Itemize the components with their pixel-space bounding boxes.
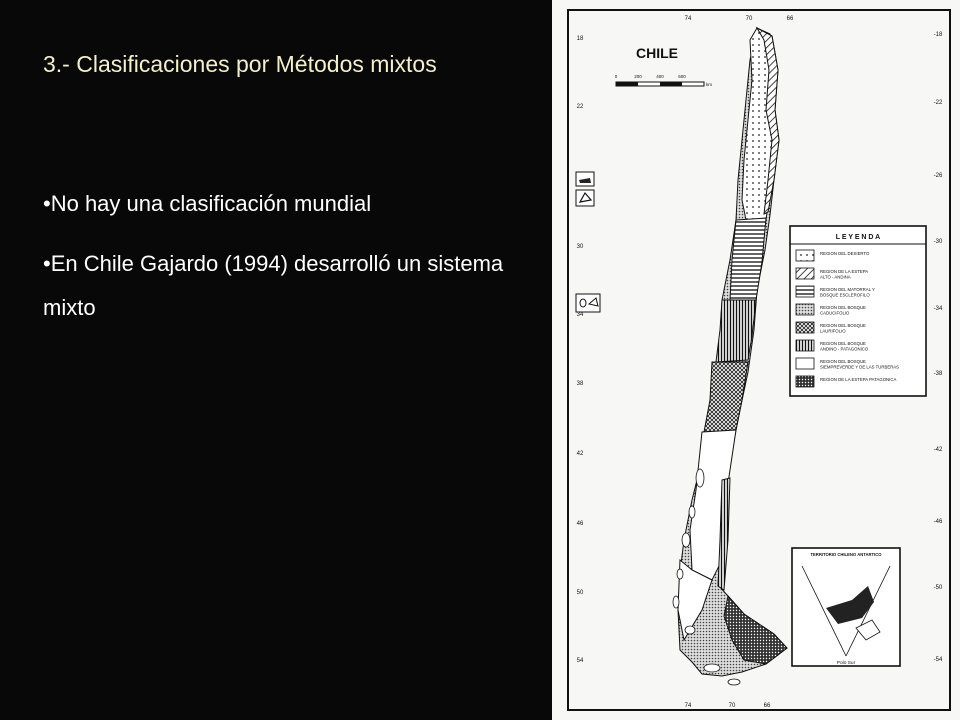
vegetation-map-image [552, 0, 960, 720]
legend-label: REGION DEL MATORRAL Y [820, 287, 875, 292]
legend-swatch [796, 250, 814, 261]
latitude-label: 30 [576, 244, 584, 250]
legend-label: REGION DEL BOSQUE [820, 323, 866, 328]
latitude-label: -42 [933, 447, 943, 453]
latitude-label: -18 [933, 32, 943, 38]
latitude-label: -22 [933, 100, 943, 106]
scale-label: 600 [678, 74, 686, 79]
latitude-label: 54 [576, 658, 584, 664]
legend-label: REGION DE LA ESTEPA [820, 269, 869, 274]
slide-title: 3.- Clasificaciones por Métodos mixtos [43, 51, 437, 77]
scale-label: 400 [656, 74, 664, 79]
legend-label: REGION DEL BOSQUE [820, 341, 866, 346]
legend-label: ALTO - ANDINA [820, 274, 851, 280]
legend-label: SIEMPREVERDE Y DE LAS TURBERAS [820, 364, 900, 370]
chile-territory-shape [678, 28, 787, 676]
legend-label: CADUCIFOLIO [820, 310, 850, 316]
legend-swatch [796, 322, 814, 333]
longitude-label: 74 [684, 16, 692, 22]
legend-swatch [796, 304, 814, 315]
longitude-label: 66 [786, 16, 794, 22]
scale-label: km [706, 82, 712, 87]
longitude-label: 66 [763, 703, 771, 709]
bullet-dot: • [43, 251, 51, 276]
latitude-label: 34 [576, 312, 584, 318]
scale-label: 0 [614, 74, 618, 79]
longitude-label: 74 [684, 703, 692, 709]
map-figure [552, 0, 960, 720]
latitude-label: -38 [933, 371, 943, 377]
antarctic-inset [792, 548, 900, 666]
legend-box [790, 226, 926, 396]
legend-label: ANDINO - PATAGONICO [820, 346, 869, 352]
bullet-dot: • [43, 191, 51, 216]
inset-label: Polo Sur [836, 661, 856, 666]
latitude-label: -46 [933, 519, 943, 525]
legend-swatch [796, 376, 814, 387]
legend-label: REGION DE LA ESTEPA PATAGONICA [820, 377, 897, 382]
bullet-text: En Chile Gajardo (1994) desarrolló un sistema mixto [43, 251, 504, 320]
legend-swatch [796, 268, 814, 279]
legend-label: REGION DEL BOSQUE [820, 305, 866, 310]
legend-swatch [796, 358, 814, 369]
latitude-label: 18 [576, 36, 584, 42]
legend-label: REGION DEL BOSQUE [820, 359, 866, 364]
slide-text [43, 42, 543, 346]
right-latitude-labels [934, 32, 943, 663]
left-latitude-labels [577, 36, 584, 664]
latitude-label: 42 [576, 451, 584, 457]
scale-label: 200 [634, 74, 642, 79]
latitude-label: -50 [933, 585, 943, 591]
bullet-list [43, 182, 543, 330]
legend-label: REGION DEL DESIERTO [820, 251, 870, 256]
bottom-longitude-labels [685, 703, 771, 709]
latitude-label: 38 [576, 381, 584, 387]
bullet-text: No hay una clasificación mundial [50, 191, 372, 216]
inset-title: TERRITORIO CHILENO ANTARTICO [810, 552, 882, 557]
legend-label: LAURIFOLIO [820, 328, 846, 334]
bullet-item [43, 242, 543, 330]
longitude-label: 70 [745, 16, 753, 22]
island-insets-left [576, 172, 600, 312]
latitude-label: -54 [933, 657, 943, 663]
legend-label: BOSQUE ESCLEROFILO [820, 292, 870, 298]
latitude-label: -26 [933, 173, 943, 179]
legend-title: L E Y E N D A [835, 234, 881, 241]
latitude-label: 46 [576, 521, 584, 527]
latitude-label: -34 [933, 306, 943, 312]
latitude-label: 22 [576, 104, 584, 110]
latitude-label: 50 [576, 590, 584, 596]
legend-swatch [796, 286, 814, 297]
top-longitude-labels [685, 16, 794, 22]
longitude-label: 70 [728, 703, 736, 709]
bullet-item [43, 182, 543, 226]
scale-bar [615, 74, 713, 87]
map-title: CHILE [636, 45, 678, 61]
legend-swatch [796, 340, 814, 351]
latitude-label: -30 [933, 239, 943, 245]
